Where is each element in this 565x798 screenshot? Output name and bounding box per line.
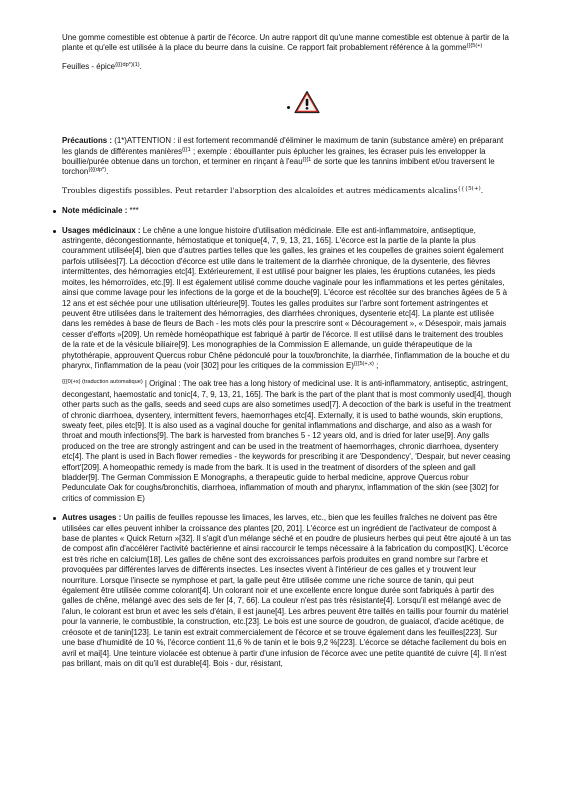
warning-row xyxy=(62,90,512,120)
other-uses-text: Un paillis de feuilles repousse les limaces, les larves, etc., bien que les feuilles fraîches ne doivent pas être utilisées car elles peuvent inhiber la croissance des plantes [20, 201]. L'écorce est un ingrédient de l'activateur de compost à base de plantes « Quick Return »[32]. Il s'agit d'un mélange séché et en poudre de plusieurs herbes qui peut être ajouté à un tas de compost afin d'accélérer l'activité bactérienne et ainsi raccourcir le temps nécessaire à la fabrication du compost[K]. L'écorce est très riche en calcium[18]. Les galles de chêne sont des excroissances parfois produites en grand nombre sur l'arbre et provoquées par différentes larves de différents insectes. Les insectes vivent à l'intérieur de ces galles et y trouvent leur nourriture. Lorsque l'insecte se nymphose et part, la galle peut être utilisée comme une riche source de tanin, qui peut également être utilisée comme colorant[4]. Un colorant noir et une excellente encre longue durée sont fabriqués à partir des galles de chêne, mélangé avec des sels de fer [4, 7, 66]. La couleur n'est pas très résistante[4]. Lorsqu'il est mélangé avec de l'alun, le colorant est brun et avec les sels d'étain, il est jaune[4]. Les arbres peuvent être taillés en taillis pour fournir du matériel pour la vannerie, le combustible, la construction, etc.[23]. Le bois est une source de goudron, de guaiacol, d'acide acétique, de créosote et de tanin[123]. Le tanin est extrait commercialement de l'écorce et se trouve également dans les feuilles[223]. Sur une base d'humidité de 10 %, l'écorce contient 11,6 % de tanin et le bois 9,2 %[223]. L'écorce se détache facilement du bois en avril et mai[4]. Une teinture violacée est obtenue à partir d'une infusion de l'écorce avec une petite quantité de cuivre [4]. Il n'est pas brillant, mais on dit qu'il est durable[4]. Bois - dur, résistant, xyxy=(62,513,512,668)
medicinal-uses-text: Le chêne a une longue histoire d'utilisation médicinale. Elle est anti-inflammatoire, antiseptique, astringente, décongestionnante, hémostatique et tonique[4, 7, 9, 13, 21, 165]. L'écorce est la partie de la plante la plus couramment utilisée[4], bien que d'autres parties telles que les galles, les graines et les coupelles de graines soient également parfois utilisées[7]. La décoction d'écorce est utile dans le traitement de la diarrhée chronique, de la dysenterie, des fièvres intermittentes, des hémorragies etc[4]. Extérieurement, il est utilisé pour baigner les plaies, les éruptions cutanées, les pieds moites, les hémorroïdes, etc.[9]. Il est également utilisé comme douche vaginale pour les inflammations et les pertes génitales, ainsi que comme lavage pour les infections de la gorge et de la bouche[9]. L'écorce est récoltée sur des branches âgées de 5 à 12 ans et est séchée pour une utilisation ultérieure[9]. Toutes les galles produites sur l'arbre sont fortement astringentes et peuvent être utilisées dans le traitement des hémorragies, des diarrhées chroniques, dysenterie etc[4]. La plante est utilisée dans les remèdes à base de fleurs de Bach - les mots clés pour la prescrire sont « Découragement », « Désespoir, mais jamais cesser d'efforts »[209]. Un remède homéopathique est fabriqué à partir de l'écorce. Il est utilisé dans le traitement des troubles de la rate et de la vésicule biliaire[9]. Les monographies de la Commission E allemande, un guide thérapeutique de la phytothérapie, approuvent Quercus robur Chêne pédonculé pour la toux/bronchite, la diarrhée, l'inflammation de la bouche et du pharynx, l'inflammation de la peau (voir [302] pour les critiques de la commission E) xyxy=(62,225,510,370)
reference-marker: {{{(dp*)(1) xyxy=(115,61,140,68)
sentence-end: ; xyxy=(373,360,379,370)
digestive-troubles-line xyxy=(62,186,512,196)
leaves-spice-line xyxy=(62,62,512,72)
edible-gum-paragraph xyxy=(62,33,512,54)
original-english-text: The oak tree has a long history of medicinal use. It is anti-inflammatory, antiseptic, astringent, decongestant, haemostatic and tonic[4, 7, 9, 13, 21, 165]. The bark is the part of the plant that is most commonly used[4], though other parts such as the galls, seeds and seed cups are also sometimes used[7]. A decoction of the bark is useful in the treatment of chronic diarrhoea, dysentery, intermittent fevers, haemorrhages etc[4]. Externally, it is used to bathe wounds, skin eruptions, sweaty feet, piles etc[9]. It is also used as a vaginal douche for genital inflammations and discharge, and also as a wash for throat and mouth infections[9]. The bark is harvested from branches 5 - 12 years old, and is dried for later use[9]. Any galls produced on the tree are strongly astringent and can be used in the treatment of haemorrhages, chronic diarrhoea, dysentery etc[4]. The plant is used in Bach flower remedies - the keywords for prescribing it are 'Despondency', 'Despair, but never ceasing effort'[209]. A homeopathic remedy is made from the bark. It is used in the treatment of disorders of the spleen and gall bladder[9]. The German Commission E Monographs, a therapeutic guide to herbal medicine, approve Quercus robur Pedunculate Oak for coughs/bronchitis, diarrhoea, inflammation of mouth and pharynx, inflammation of the skin (see [302] for critics of commission E) xyxy=(62,379,512,503)
autres-usages-label: Autres usages : xyxy=(62,513,122,523)
reference-marker: {{{5(+,x) xyxy=(353,360,374,367)
precautions-text: de sorte que les tannins imbibent et/ou traversent le torchon xyxy=(62,157,495,177)
note-medicinale-label: Note médicinale : xyxy=(62,206,128,216)
properties-list xyxy=(62,206,512,669)
document-page xyxy=(62,33,512,678)
translation-marker: {{{0(+x) (traduction automatique) xyxy=(62,379,143,386)
precautions-paragraph xyxy=(62,136,512,178)
list-item-autres-usages xyxy=(62,513,512,669)
medicinal-uses-paragraph xyxy=(62,226,512,372)
list-item-note-medicinale xyxy=(62,206,512,216)
sentence-end: . xyxy=(106,167,109,177)
warning-triangle-icon xyxy=(294,90,320,114)
precautions-label: Précautions : xyxy=(62,136,112,146)
original-label: | Original : xyxy=(142,379,181,389)
leaves-spice-text: Feuilles - épice xyxy=(62,61,116,71)
sentence-end: . xyxy=(139,61,142,71)
note-medicinale-rating: *** xyxy=(127,206,139,216)
reference-marker: {{{5(+) xyxy=(457,185,481,192)
list-item-usages-medicinaux xyxy=(62,226,512,505)
original-english-paragraph xyxy=(62,379,512,504)
bullet-dot xyxy=(287,106,290,109)
reference-marker: {{{1 xyxy=(182,146,191,153)
precautions-text: ; exemple : ébouillanter puis éplucher les graines, les écraser puis les envelopper la bouillie/purée obtenue dans un torchon, et terminer en rinçant à l'eau xyxy=(62,146,486,167)
edible-gum-text: Une gomme comestible est obtenue à partir de l'écorce. Un autre rapport dit qu'une manne comestible est obtenue à partir de la plante et qu'elle est utilisée à la place du beurre dans la cuisine. Ce rapport fait probablement référence à la gomme xyxy=(62,33,509,53)
sentence-end: . xyxy=(480,185,484,195)
reference-marker: {{{1 xyxy=(302,157,312,164)
usages-medicinaux-label: Usages médicinaux : xyxy=(62,225,141,235)
precautions-text: (1*)ATTENTION : il est fortement recommandé d'éliminer le maximum de tanin (substance amère) en préparant les glands de différentes manières xyxy=(62,136,504,156)
digestive-troubles-text: Troubles digestifs possibles. Peut retarder l'absorption des alcaloïdes et autres médicaments alcalins xyxy=(62,185,458,195)
reference-marker: {{{5(+) xyxy=(466,43,483,50)
reference-marker: {{{(dp*) xyxy=(88,167,107,174)
